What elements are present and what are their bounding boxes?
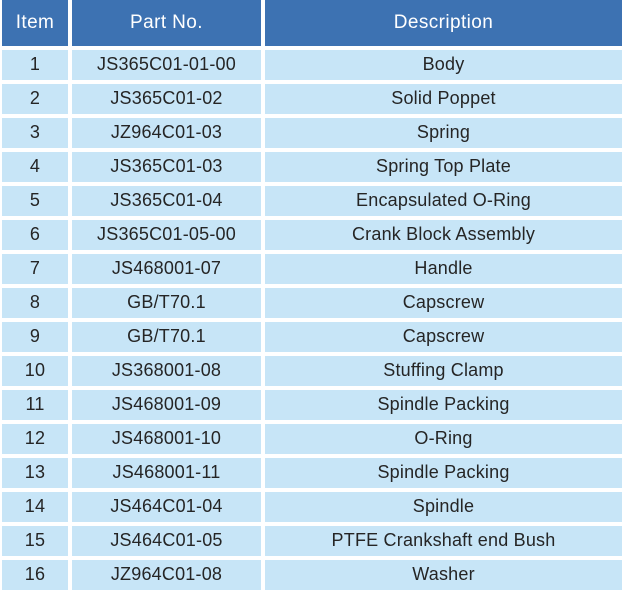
table-row bbox=[2, 390, 622, 420]
table-row bbox=[2, 220, 622, 250]
description-cell: Spring bbox=[265, 118, 622, 148]
description-cell: Solid Poppet bbox=[265, 84, 622, 114]
item-cell: 7 bbox=[2, 254, 68, 284]
description-cell: Spring Top Plate bbox=[265, 152, 622, 182]
part-no-cell: JS468001-09 bbox=[72, 390, 261, 420]
part-no-cell: JS365C01-02 bbox=[72, 84, 261, 114]
description-cell: Spindle bbox=[265, 492, 622, 522]
table-row bbox=[2, 84, 622, 114]
table-row bbox=[2, 356, 622, 386]
part-no-cell: JS365C01-03 bbox=[72, 152, 261, 182]
item-cell: 13 bbox=[2, 458, 68, 488]
table-row bbox=[2, 118, 622, 148]
part-no-cell: JS468001-10 bbox=[72, 424, 261, 454]
part-no-cell: JZ964C01-08 bbox=[72, 560, 261, 590]
description-cell: Capscrew bbox=[265, 288, 622, 318]
column-header-description: Description bbox=[265, 0, 622, 46]
description-cell: Encapsulated O-Ring bbox=[265, 186, 622, 216]
item-cell: 16 bbox=[2, 560, 68, 590]
description-cell: O-Ring bbox=[265, 424, 622, 454]
item-cell: 11 bbox=[2, 390, 68, 420]
item-cell: 9 bbox=[2, 322, 68, 352]
column-header-part-no: Part No. bbox=[72, 0, 261, 46]
table-row bbox=[2, 186, 622, 216]
item-cell: 10 bbox=[2, 356, 68, 386]
item-cell: 15 bbox=[2, 526, 68, 556]
table-row bbox=[2, 424, 622, 454]
item-cell: 4 bbox=[2, 152, 68, 182]
part-no-cell: JS365C01-01-00 bbox=[72, 50, 261, 80]
table-row bbox=[2, 322, 622, 352]
item-cell: 14 bbox=[2, 492, 68, 522]
part-no-cell: JS365C01-05-00 bbox=[72, 220, 261, 250]
table-row bbox=[2, 458, 622, 488]
item-cell: 2 bbox=[2, 84, 68, 114]
description-cell: Washer bbox=[265, 560, 622, 590]
column-header-item: Item bbox=[2, 0, 68, 46]
table-row bbox=[2, 152, 622, 182]
description-cell: PTFE Crankshaft end Bush bbox=[265, 526, 622, 556]
description-cell: Spindle Packing bbox=[265, 390, 622, 420]
table-row bbox=[2, 254, 622, 284]
description-cell: Stuffing Clamp bbox=[265, 356, 622, 386]
part-no-cell: JS468001-07 bbox=[72, 254, 261, 284]
table-row bbox=[2, 526, 622, 556]
table-row bbox=[2, 560, 622, 590]
part-no-cell: GB/T70.1 bbox=[72, 322, 261, 352]
description-cell: Spindle Packing bbox=[265, 458, 622, 488]
table-body bbox=[2, 50, 622, 590]
item-cell: 12 bbox=[2, 424, 68, 454]
description-cell: Body bbox=[265, 50, 622, 80]
part-no-cell: JS368001-08 bbox=[72, 356, 261, 386]
description-cell: Crank Block Assembly bbox=[265, 220, 622, 250]
item-cell: 8 bbox=[2, 288, 68, 318]
description-cell: Handle bbox=[265, 254, 622, 284]
item-cell: 3 bbox=[2, 118, 68, 148]
part-no-cell: JS464C01-05 bbox=[72, 526, 261, 556]
item-cell: 5 bbox=[2, 186, 68, 216]
item-cell: 1 bbox=[2, 50, 68, 80]
part-no-cell: GB/T70.1 bbox=[72, 288, 261, 318]
table-header-row bbox=[2, 0, 622, 46]
table-row bbox=[2, 50, 622, 80]
part-no-cell: JZ964C01-03 bbox=[72, 118, 261, 148]
part-no-cell: JS365C01-04 bbox=[72, 186, 261, 216]
table-row bbox=[2, 288, 622, 318]
part-no-cell: JS468001-11 bbox=[72, 458, 261, 488]
item-cell: 6 bbox=[2, 220, 68, 250]
table-row bbox=[2, 492, 622, 522]
part-no-cell: JS464C01-04 bbox=[72, 492, 261, 522]
description-cell: Capscrew bbox=[265, 322, 622, 352]
